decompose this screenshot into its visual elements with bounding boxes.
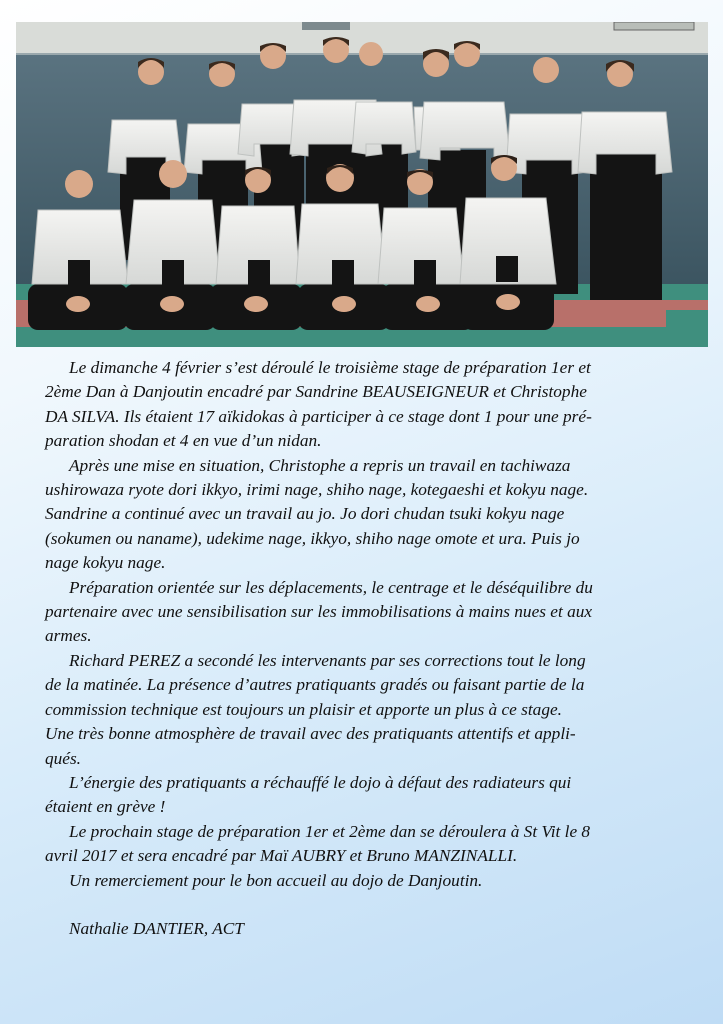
group-photo-illustration	[16, 22, 708, 347]
group-photo	[16, 22, 708, 347]
paragraph: Le prochain stage de préparation 1er et 2ème dan se déroulera à St Vit le 8 avril 2017 et sera encadré par Maï AUBRY et Bruno MANZINALLI.	[45, 821, 591, 866]
paragraph: Le dimanche 4 février s’est déroulé le troisième stage de préparation 1er et 2ème Dan à Danjoutin encadré par Sandrine BEAUSEIGNEUR et Christophe DA SILVA. Ils étaient 17 aïkidokas à participer à ce stage dont 1 pour une pré- paration shodan et 4 en vue d’un nidan.	[45, 358, 592, 451]
paragraph: Richard PEREZ a secondé les intervenants par ses corrections tout le long de la matinée. La présence d’autres pratiquants gradés ou faisant partie de la commission technique est toujours un plaisir et apporte un plus à ce stage. Une très bonne atmosphère de travail avec des pratiquants attentifs et appli- qués.	[45, 650, 586, 768]
paragraph: Un remerciement pour le bon accueil au dojo de Danjoutin.	[69, 870, 483, 890]
author-signature: Nathalie DANTIER, ACT	[69, 919, 244, 939]
paragraph: Après une mise en situation, Christophe a repris un travail en tachiwaza ushirowaza ryote dori ikkyo, irimi nage, shiho nage, kotegaeshi et kokyu nage. Sandrine a continué avec un travail au jo. Jo dori chudan tsuki kokyu nage (sokumen ou naname), udekime nage, ikkyo, shiho nage omote et ura. Puis jo nage kokyu nage.	[45, 455, 589, 573]
article-body	[45, 356, 685, 942]
paragraph: Préparation orientée sur les déplacements, le centrage et le déséquilibre du partenaire avec une sensibilisation sur les immobilisations à mains nues et aux armes.	[45, 577, 593, 646]
paragraph: L’énergie des pratiquants a réchauffé le dojo à défaut des radiateurs qui étaient en grève !	[45, 772, 572, 817]
